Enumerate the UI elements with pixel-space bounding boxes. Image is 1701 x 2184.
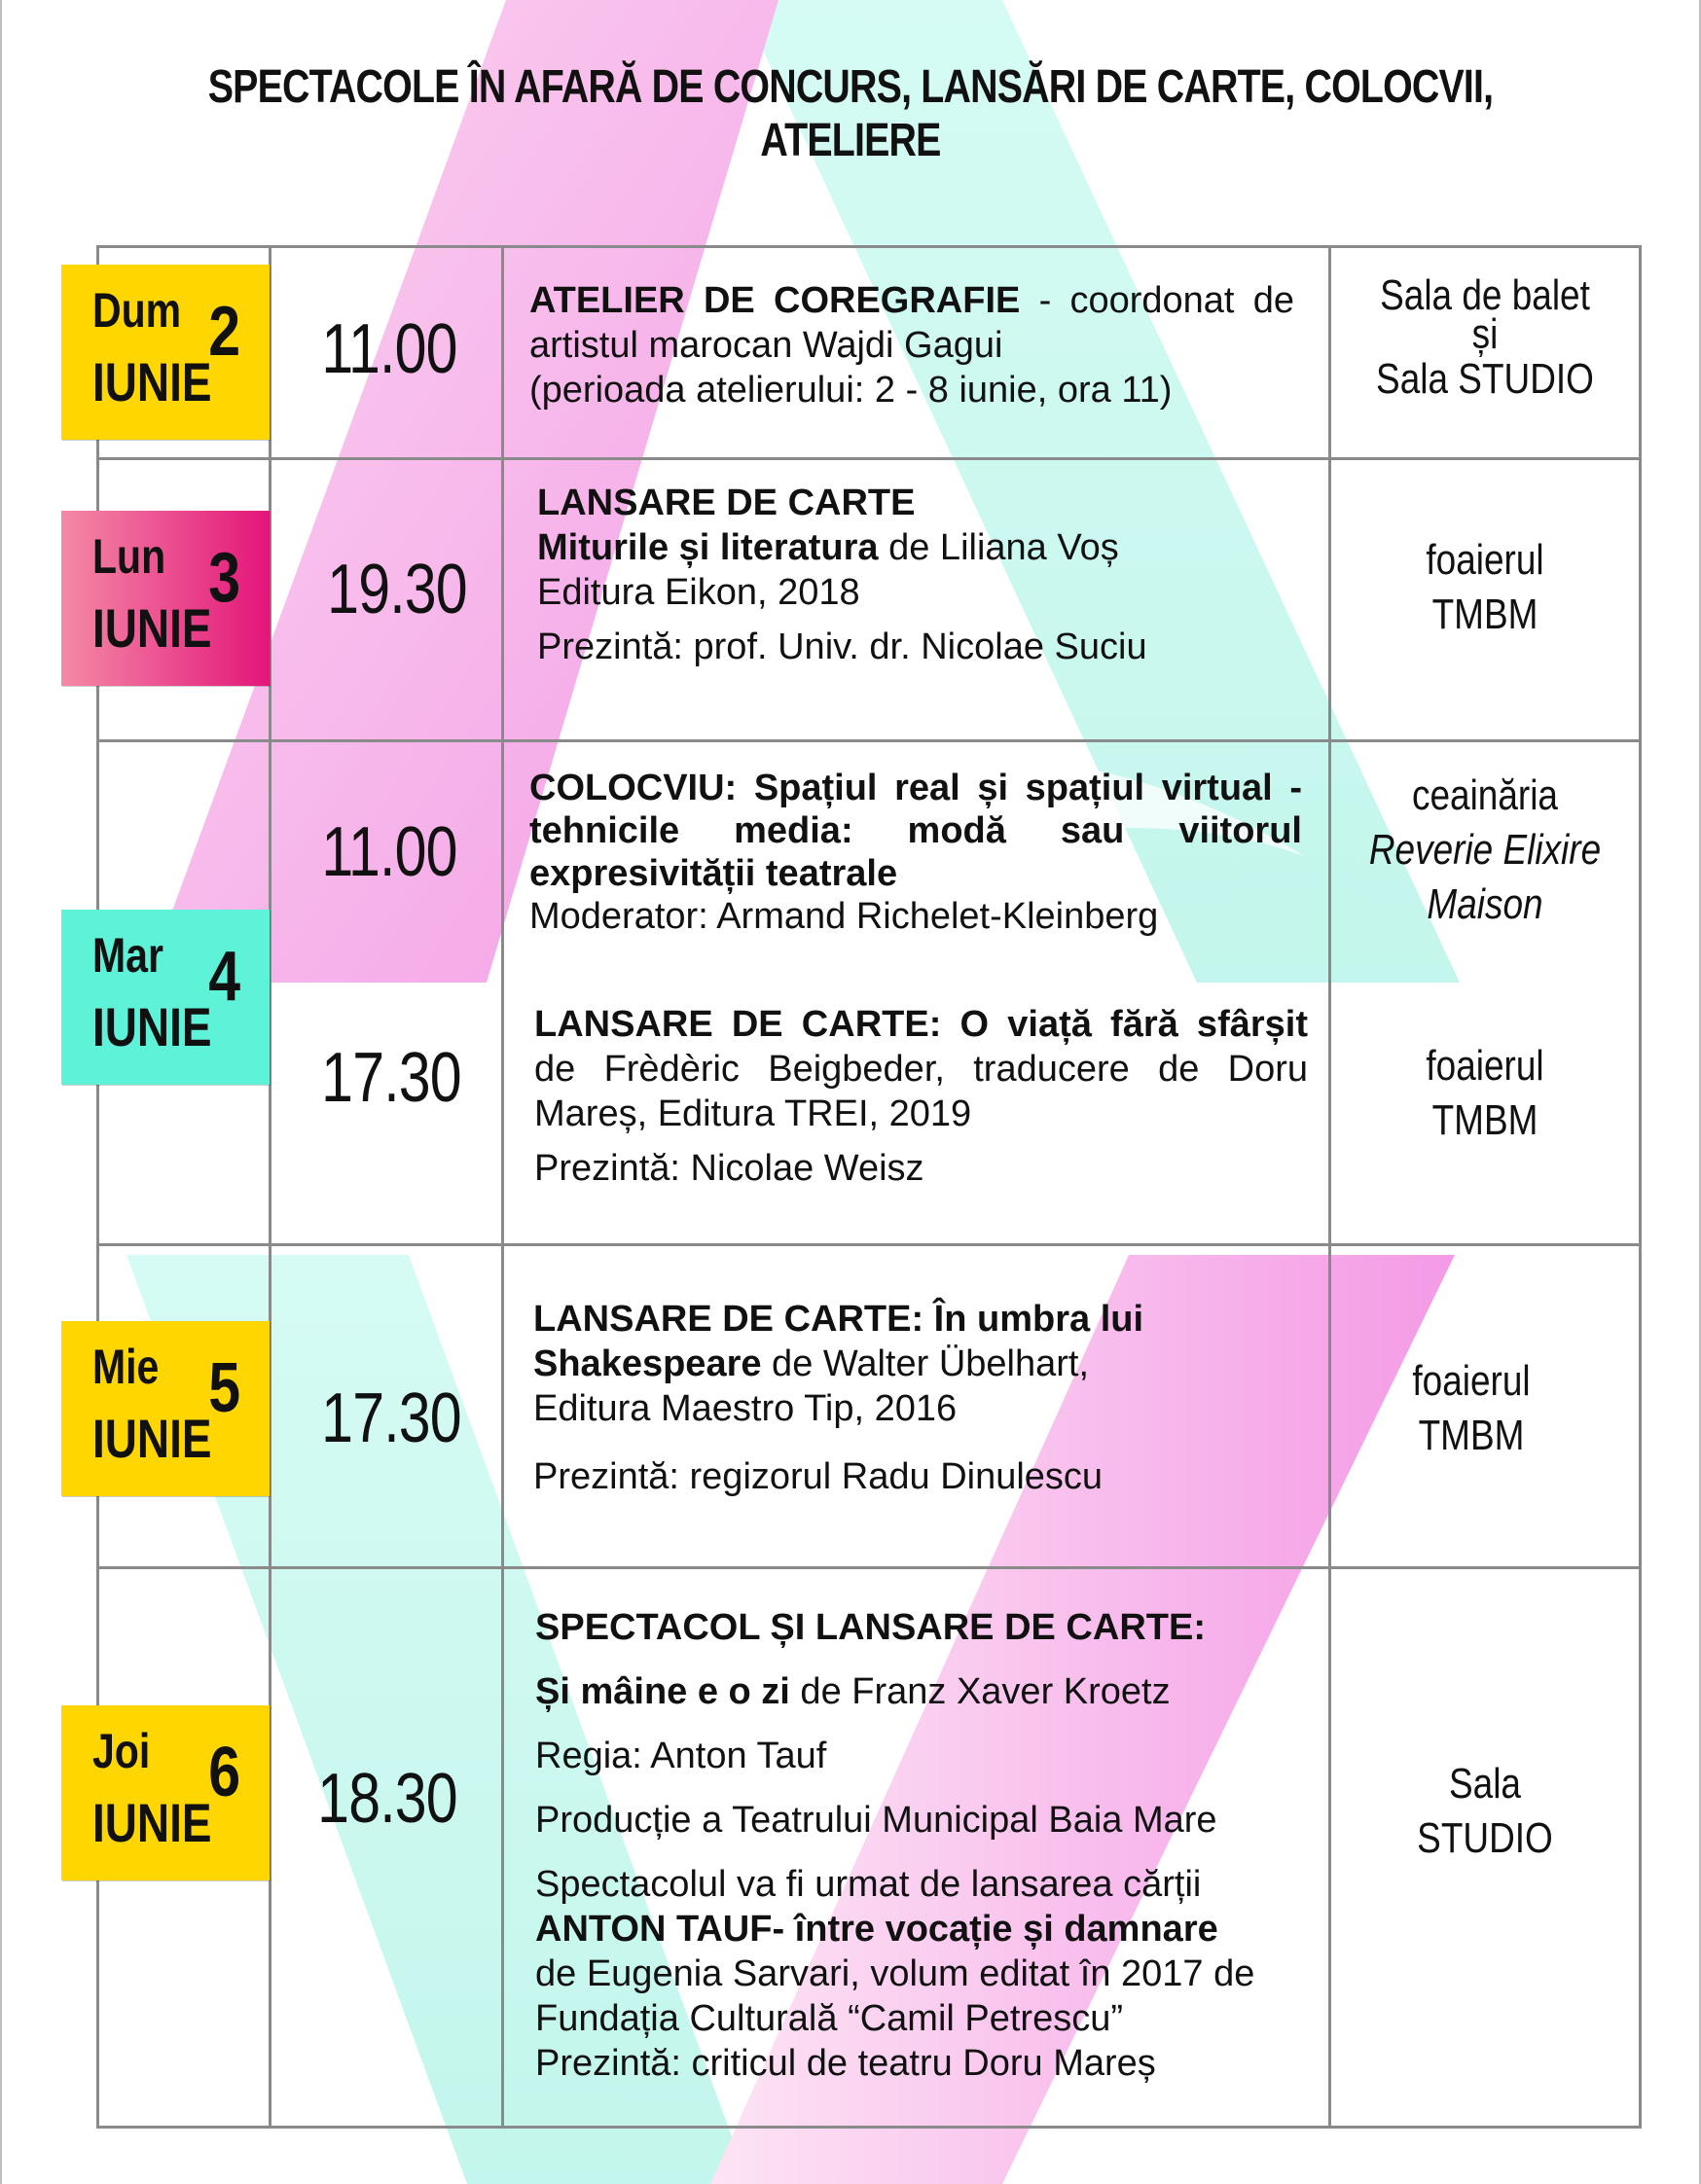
day-name: Lun xyxy=(92,529,166,584)
event-venue xyxy=(1357,1039,1612,1148)
venue-line: și xyxy=(1471,310,1499,358)
event-note: (perioada atelierului: 2 - 8 iunie, ora 11) xyxy=(529,370,1173,411)
venue-line: foaierul xyxy=(1426,1042,1544,1090)
event-venue xyxy=(1357,1757,1612,1866)
event-description xyxy=(529,767,1302,938)
book-title: Miturile și literatura xyxy=(537,527,879,568)
day-number: 4 xyxy=(208,938,240,1016)
table-border-bottom xyxy=(96,2126,1642,2129)
director: Regia: Anton Tauf xyxy=(535,1736,827,1776)
venue-line: TMBM xyxy=(1431,1096,1538,1144)
venue-line: Sala STUDIO xyxy=(1376,355,1594,403)
presenter: Prezintă: criticul de teatru Doru Mareș xyxy=(535,2043,1156,2084)
venue-line: STUDIO xyxy=(1417,1814,1553,1862)
day-badge-lun xyxy=(61,511,270,686)
event-heading: COLOCVIU: Spațiul real și spațiul virtual - tehnicile media: modă sau viitorul expresivității teatrale xyxy=(529,768,1302,894)
table-border-right xyxy=(1639,245,1642,2128)
day-number: 3 xyxy=(208,539,240,617)
event-description xyxy=(534,1002,1308,1191)
row-divider-4 xyxy=(96,1566,1642,1569)
venue-line: TMBM xyxy=(1418,1412,1525,1459)
table-border-top xyxy=(96,245,1642,248)
event-description xyxy=(533,1297,1214,1499)
event-heading: SPECTACOL ȘI LANSARE DE CARTE: xyxy=(535,1607,1206,1648)
event-venue xyxy=(1357,769,1612,932)
event-time: 18.30 xyxy=(317,1760,457,1838)
venue-line: ceainăria xyxy=(1412,771,1558,819)
day-month: IUNIE xyxy=(92,1792,212,1853)
day-name: Mar xyxy=(92,928,163,983)
venue-line: Maison xyxy=(1427,880,1543,928)
page-title: SPECTACOLE ÎN AFARĂ DE CONCURS, LANSĂRI DE CARTE, COLOCVII, ATELIERE xyxy=(207,61,1494,166)
event-time: 17.30 xyxy=(321,1379,461,1457)
presenter: Prezintă: Nicolae Weisz xyxy=(534,1148,924,1189)
day-month: IUNIE xyxy=(92,597,212,659)
event-venue xyxy=(1357,533,1612,642)
day-number: 2 xyxy=(208,293,240,371)
venue-line: Sala xyxy=(1449,1760,1521,1808)
event-time: 19.30 xyxy=(327,551,467,628)
production: Producție a Teatrului Municipal Baia Mare xyxy=(535,1800,1217,1841)
venue-line: Reverie Elixire xyxy=(1368,826,1602,874)
day-month: IUNIE xyxy=(92,1408,212,1469)
day-number: 5 xyxy=(208,1349,240,1427)
venue-line: foaierul xyxy=(1412,1357,1531,1405)
presenter: Prezintă: regizorul Radu Dinulescu xyxy=(533,1456,1104,1497)
event-time: 11.00 xyxy=(321,813,457,891)
table-divider-time xyxy=(501,245,504,2128)
day-number: 6 xyxy=(208,1734,240,1811)
event-venue xyxy=(1357,269,1612,407)
event-description xyxy=(537,481,1306,669)
day-name: Joi xyxy=(92,1724,151,1778)
book-author: de Liliana Voș xyxy=(878,527,1119,568)
event-heading: LANSARE DE CARTE: O viață fără sfârșit xyxy=(534,1004,1308,1045)
event-text: de Walter Übelhart, Editura Maestro Tip, 2016 xyxy=(533,1343,1090,1429)
venue-line: Sala de balet xyxy=(1380,271,1590,319)
day-month: IUNIE xyxy=(92,351,212,412)
event-time: 17.30 xyxy=(321,1039,461,1117)
day-badge-dum xyxy=(61,265,270,440)
event-venue xyxy=(1344,1354,1599,1463)
day-name: Dum xyxy=(92,283,182,338)
event-description xyxy=(529,278,1294,412)
day-badge-mar xyxy=(61,910,270,1085)
day-badge-joi xyxy=(61,1705,270,1880)
event-time: 11.00 xyxy=(321,310,457,388)
play-title: Și mâine e o zi xyxy=(535,1671,790,1712)
event-description xyxy=(535,1605,1304,2086)
venue-line: TMBM xyxy=(1431,591,1538,638)
day-badge-mie xyxy=(61,1321,270,1496)
event-heading: LANSARE DE CARTE: În umbra lui Shakespeare xyxy=(533,1299,1144,1384)
presenter: Prezintă: prof. Univ. dr. Nicolae Suciu xyxy=(537,627,1147,667)
event-heading: LANSARE DE CARTE xyxy=(537,483,916,523)
event-text: - coordonat de artistul marocan Wajdi Gagui xyxy=(529,280,1294,366)
row-divider-1 xyxy=(96,457,1642,460)
book-title: ANTON TAUF- între vocație și damnare xyxy=(535,1909,1218,1950)
followup: Spectacolul va fi urmat de lansarea cărții xyxy=(535,1864,1202,1905)
event-heading: ATELIER DE COREGRAFIE xyxy=(529,280,1021,321)
day-month: IUNIE xyxy=(92,996,212,1057)
day-name: Mie xyxy=(92,1340,160,1394)
event-text: de Frèdèric Beigbeder, traducere de Doru Mareș, Editura TREI, 2019 xyxy=(534,1049,1308,1134)
row-divider-2 xyxy=(96,739,1642,742)
row-divider-3 xyxy=(96,1243,1642,1246)
play-author: de Franz Xaver Kroetz xyxy=(789,1671,1171,1712)
book-info: de Eugenia Sarvari, volum editat în 2017 de Fundația Culturală “Camil Petrescu” xyxy=(535,1953,1255,2039)
table-divider-desc xyxy=(1328,245,1331,2128)
publisher: Editura Eikon, 2018 xyxy=(537,572,860,613)
venue-line: foaierul xyxy=(1426,536,1544,584)
moderator: Moderator: Armand Richelet-Kleinberg xyxy=(529,896,1159,937)
